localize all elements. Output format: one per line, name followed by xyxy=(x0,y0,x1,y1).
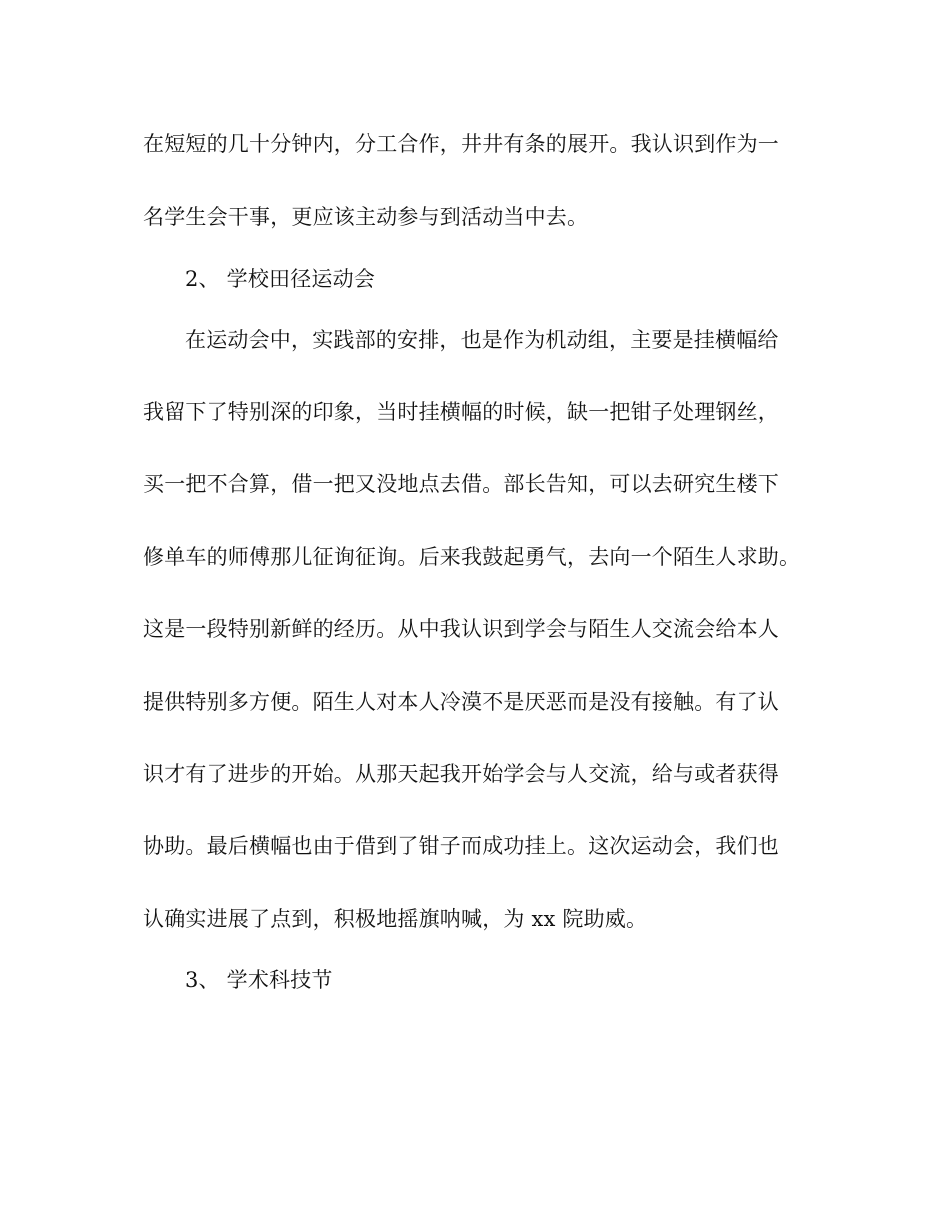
paragraph-line: 买一把不合算，借一把又没地点去借。部长告知，可以去研究生楼下 xyxy=(143,472,779,496)
paragraph-line: 协助。最后横幅也由于借到了钳子而成功挂上。这次运动会，我们也 xyxy=(143,834,779,858)
paragraph-line: 在短短的几十分钟内，分工合作，井井有条的展开。我认识到作为一 xyxy=(143,132,779,156)
section-heading-science-festival: 3、 学术科技节 xyxy=(185,968,333,992)
paragraph-line: 提供特别多方便。陌生人对本人冷漠不是厌恶而是没有接触。有了认 xyxy=(143,690,779,714)
paragraph-line: 我留下了特别深的印象，当时挂横幅的时候，缺一把钳子处理钢丝， xyxy=(143,400,779,424)
paragraph-line: 识才有了进步的开始。从那天起我开始学会与人交流，给与或者获得 xyxy=(143,762,779,786)
paragraph-line: 名学生会干事，更应该主动参与到活动当中去。 xyxy=(143,205,589,229)
paragraph-line: 在运动会中，实践部的安排，也是作为机动组，主要是挂横幅给 xyxy=(185,328,779,352)
section-heading-sports-meet: 2、 学校田径运动会 xyxy=(185,267,376,291)
paragraph-line: 认确实进展了点到，积极地摇旗呐喊，为 xx 院助威。 xyxy=(143,907,648,931)
paragraph-line: 这是一段特别新鲜的经历。从中我认识到学会与陌生人交流会给本人 xyxy=(143,617,779,641)
paragraph-line: 修单车的师傅那儿征询征询。后来我鼓起勇气，去向一个陌生人求助。 xyxy=(143,545,801,569)
